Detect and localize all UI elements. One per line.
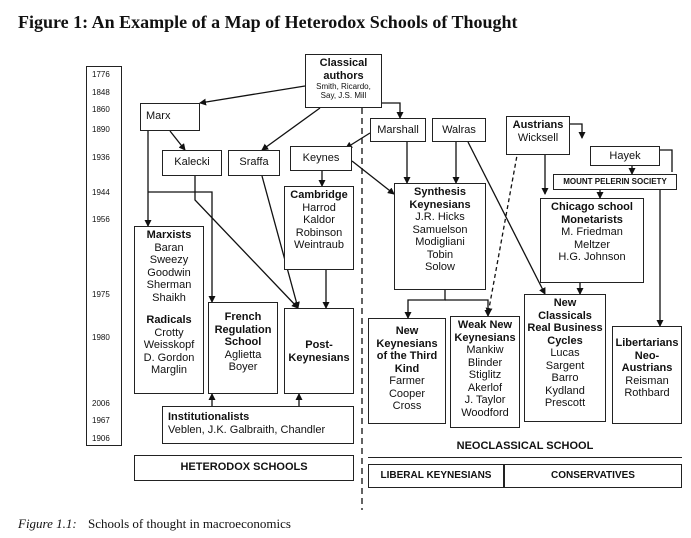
node-line: J.R. Hicks — [415, 211, 465, 223]
node-french-regulation-school — [208, 302, 278, 394]
node-marxists-radicals — [134, 226, 204, 394]
year-label: 1980 — [92, 333, 110, 342]
label-text: HETERODOX SCHOOLS — [180, 461, 308, 473]
node-title: Institutionalists — [168, 411, 250, 423]
year-label: 1848 — [92, 88, 110, 97]
node-line: Sherman — [146, 279, 192, 291]
node-line: Woodford — [461, 406, 509, 419]
year-label: 1776 — [92, 70, 110, 79]
year-label: 1906 — [92, 434, 110, 443]
node-line: Modigliani — [415, 236, 465, 248]
node-line: Barro — [551, 372, 579, 384]
label-text: NEOCLASSICAL SCHOOL — [456, 440, 594, 452]
node-line: Samuelson — [412, 223, 468, 236]
year-label: 1975 — [92, 290, 110, 299]
node-title: Chicago school — [551, 201, 633, 213]
node-line: Robinson — [295, 226, 343, 239]
label-text: CONSERVATIVES — [551, 470, 635, 481]
node-title: New Keynesians of the Third Kind — [376, 325, 438, 375]
figure-caption — [18, 516, 291, 532]
node-marx — [140, 103, 200, 131]
node-line: Prescott — [544, 397, 586, 409]
node-line: Cross — [392, 400, 422, 412]
node-line: Rothbard — [624, 387, 670, 399]
node-weak-new-keynesians — [450, 316, 520, 428]
node-line: Smith, Ricardo, — [316, 82, 371, 91]
node-libertarians-neo-austrians — [612, 326, 682, 424]
node-austrians — [506, 116, 570, 155]
node-line: Marglin — [150, 364, 188, 376]
node-title: Sraffa — [239, 156, 269, 168]
node-line: Kaldor — [303, 214, 335, 226]
label-liberal-keynesians — [368, 464, 504, 488]
node-title: Marx — [146, 110, 171, 122]
node-line: Sargent — [545, 359, 585, 372]
node-title: Kalecki — [174, 156, 210, 168]
node-line: Blinder — [467, 356, 503, 369]
node-line: Say, J.S. Mill — [320, 91, 367, 100]
node-line: Goodwin — [147, 266, 191, 279]
node-title: MOUNT PELERIN SOCIETY — [563, 177, 667, 186]
year-label: 1967 — [92, 416, 110, 425]
node-title: Walras — [442, 124, 476, 136]
node-line: Lucas — [550, 347, 580, 359]
year-label: 1944 — [92, 188, 110, 197]
node-mont-pelerin-society — [553, 174, 677, 190]
node-line: Veblen, J.K. Galbraith, Chandler — [168, 423, 326, 436]
node-line: Reisman — [625, 374, 669, 387]
node-chicago-school — [540, 198, 644, 283]
node-line: Cooper — [388, 387, 426, 400]
node-line: Harrod — [302, 201, 336, 214]
label-conservatives — [504, 464, 682, 488]
node-title: French Regulation School — [214, 311, 272, 348]
node-line: Weintraub — [294, 239, 344, 251]
label-neoclassical-school — [368, 436, 682, 458]
node-line: M. Friedman — [561, 226, 623, 238]
node-title: Cambridge — [290, 189, 348, 201]
node-title: Synthesis Keynesians — [409, 186, 471, 211]
node-title: Libertarians Neo-Austrians — [615, 337, 679, 374]
node-title: New Classicals Real Business Cycles — [527, 297, 603, 347]
node-line: Stiglitz — [468, 369, 502, 381]
node-kalecki — [162, 150, 222, 176]
year-label: 1890 — [92, 125, 110, 134]
node-line: Farmer — [389, 375, 425, 387]
node-hayek — [590, 146, 660, 166]
node-post-keynesians — [284, 308, 354, 394]
node-line: Wicksell — [517, 131, 559, 144]
node-keynes — [290, 146, 352, 171]
node-synthesis-keynesians — [394, 183, 486, 290]
node-new-classicals-rbc — [524, 294, 606, 422]
node-title: Austrians — [512, 119, 564, 131]
node-title: Hayek — [609, 150, 641, 162]
node-classical-authors — [305, 54, 382, 108]
node-line: H.G. Johnson — [558, 251, 626, 263]
node-line: D. Gordon — [143, 351, 195, 364]
node-walras — [432, 118, 486, 142]
node-title: Monetarists — [561, 213, 623, 226]
node-new-keynesians-third-kind — [368, 318, 446, 424]
node-line: Solow — [425, 261, 455, 273]
node-line: Tobin — [426, 248, 454, 261]
node-title: Marxists — [146, 229, 192, 241]
year-label: 1860 — [92, 105, 110, 114]
year-label: 2006 — [92, 399, 110, 408]
year-label: 1936 — [92, 153, 110, 162]
node-title: Radicals — [146, 314, 192, 326]
node-line: Boyer — [228, 361, 258, 373]
node-institutionalists — [162, 406, 354, 444]
node-line: Meltzer — [573, 238, 611, 251]
node-title: Post-Keynesians — [288, 339, 350, 364]
caption-figure-number: Figure 1.1: — [18, 516, 77, 531]
node-marshall — [370, 118, 426, 142]
node-title: Marshall — [377, 124, 419, 136]
node-line: Weisskopf — [143, 339, 195, 351]
caption-text: Schools of thought in macroeconomics — [87, 516, 291, 531]
node-cambridge — [284, 186, 354, 270]
node-title: Classical authors — [319, 57, 368, 82]
label-text: LIBERAL KEYNESIANS — [380, 470, 492, 481]
node-line: Mankiw — [466, 344, 504, 356]
node-line: Shaikh — [152, 291, 186, 304]
node-line: Baran — [154, 241, 184, 254]
node-line: J. Taylor — [464, 394, 506, 406]
node-line: Crotty — [154, 326, 184, 339]
year-label: 1956 — [92, 215, 110, 224]
label-heterodox-schools — [134, 455, 354, 481]
node-sraffa — [228, 150, 280, 176]
figure-title: Figure 1: An Example of a Map of Heterodox Schools of Thought — [18, 12, 518, 32]
node-line: Akerlof — [467, 381, 503, 394]
node-line: Aglietta — [224, 348, 262, 361]
node-line: Sweezy — [149, 254, 189, 266]
node-line: Kydland — [545, 384, 585, 397]
node-title: Keynes — [302, 152, 340, 164]
node-title: Weak New Keynesians — [454, 319, 516, 344]
